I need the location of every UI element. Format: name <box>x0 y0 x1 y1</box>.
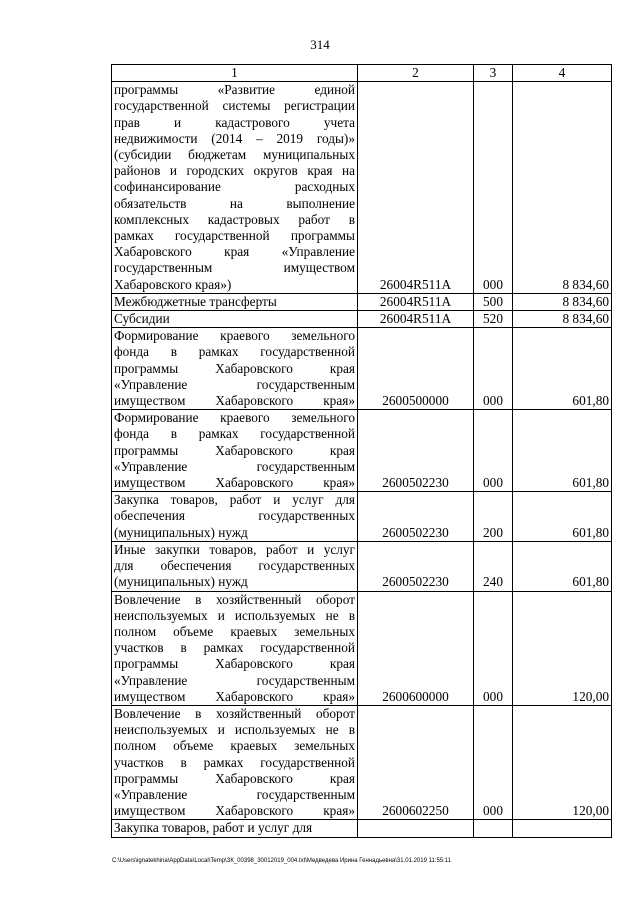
row-name-line: обеспечения государственных <box>114 508 355 524</box>
row-sum-cell: 601,80 <box>513 541 612 591</box>
row-name-line: районов и городских округов края на <box>114 163 355 179</box>
row-name-line: софинансирование расходных <box>114 179 355 195</box>
row-sum-cell: 120,00 <box>513 705 612 819</box>
row-name-line: для обеспечения государственных <box>114 558 355 574</box>
row-vr-cell: 000 <box>474 328 513 410</box>
table-row <box>112 820 612 837</box>
row-name-line: Хабаровского края») <box>114 276 232 292</box>
row-name-line: «Управление государственным <box>114 786 355 802</box>
row-name-line: Хабаровского края «Управление <box>114 244 355 260</box>
table-row <box>112 328 612 410</box>
row-name-cell <box>112 820 358 837</box>
page-number: 314 <box>310 37 330 52</box>
table-row <box>112 492 612 542</box>
row-name-cell <box>112 541 358 591</box>
header-col-4: 4 <box>513 65 612 82</box>
row-name-line: программы «Развитие единой <box>114 82 355 98</box>
row-name-line: Субсидии <box>114 311 170 327</box>
header-col-1: 1 <box>112 65 358 82</box>
row-name-line: фонда в рамках государственной <box>114 426 355 442</box>
row-name-line: недвижимости (2014 – 2019 годы)» <box>114 130 355 146</box>
row-code-cell: 26004R511A <box>358 311 474 328</box>
row-sum-cell: 120,00 <box>513 591 612 705</box>
row-name-line: (субсидии бюджетам муниципальных <box>114 147 355 163</box>
row-name-line: имуществом Хабаровского края» <box>114 688 355 704</box>
row-code-cell: 2600502230 <box>358 541 474 591</box>
table-row <box>112 541 612 591</box>
table-row <box>112 410 612 492</box>
row-vr-cell: 240 <box>474 541 513 591</box>
row-vr-cell: 000 <box>474 410 513 492</box>
row-name-line: полном объеме краевых земельных <box>114 738 355 754</box>
table-row <box>112 591 612 705</box>
row-name-line: программы Хабаровского края <box>114 442 355 458</box>
budget-table <box>111 64 612 838</box>
row-name-line: комплексных кадастровых работ в <box>114 211 355 227</box>
row-name-cell <box>112 705 358 819</box>
header-col-2: 2 <box>358 65 474 82</box>
row-code-cell: 2600502230 <box>358 492 474 542</box>
row-name-line: имуществом Хабаровского края» <box>114 475 355 491</box>
row-sum-cell: 8 834,60 <box>513 293 612 310</box>
table-row <box>112 82 612 294</box>
row-name-line: участков в рамках государственной <box>114 754 355 770</box>
table-header-row <box>112 65 612 82</box>
header-col-3: 3 <box>474 65 513 82</box>
row-sum-cell <box>513 820 612 837</box>
row-code-cell <box>358 820 474 837</box>
row-name-line: Формирование краевого земельного <box>114 328 355 344</box>
row-sum-cell: 601,80 <box>513 328 612 410</box>
row-name-line: прав и кадастрового учета <box>114 114 355 130</box>
row-name-line: неиспользуемых и используемых не в <box>114 722 355 738</box>
row-name-line: Межбюджетные трансферты <box>114 293 277 309</box>
row-name-cell <box>112 82 358 294</box>
row-name-line: имуществом Хабаровского края» <box>114 803 355 819</box>
row-sum-cell: 601,80 <box>513 410 612 492</box>
row-name-line: обязательств на выполнение <box>114 195 355 211</box>
row-code-cell: 2600500000 <box>358 328 474 410</box>
row-name-line: (муниципальных) нужд <box>114 574 248 590</box>
row-name-line: Закупка товаров, работ и услуг для <box>114 492 355 508</box>
row-name-line: имуществом Хабаровского края» <box>114 393 355 409</box>
row-name-line: программы Хабаровского края <box>114 770 355 786</box>
row-code-cell: 2600502230 <box>358 410 474 492</box>
row-name-line: Закупка товаров, работ и услуг для <box>114 820 313 836</box>
row-name-cell <box>112 293 358 310</box>
row-vr-cell: 000 <box>474 591 513 705</box>
row-name-line: программы Хабаровского края <box>114 360 355 376</box>
row-name-cell <box>112 591 358 705</box>
row-name-line: Иные закупки товаров, работ и услуг <box>114 541 355 557</box>
table-row <box>112 311 612 328</box>
row-sum-cell: 8 834,60 <box>513 311 612 328</box>
row-vr-cell: 000 <box>474 82 513 294</box>
footer-file-path: C:\Users\ignatekhina\AppData\Local\Temp\ЗК_00398_30012019_004.txt\Медведева Ирина Геннадьевна\31.01.2019 11:55:11 <box>112 858 452 864</box>
row-name-cell <box>112 328 358 410</box>
row-name-line: государственной системы регистрации <box>114 98 355 114</box>
row-sum-cell: 8 834,60 <box>513 82 612 294</box>
row-name-cell <box>112 311 358 328</box>
row-name-line: полном объеме краевых земельных <box>114 623 355 639</box>
row-name-line: Формирование краевого земельного <box>114 410 355 426</box>
row-name-line: программы Хабаровского края <box>114 656 355 672</box>
row-name-cell <box>112 492 358 542</box>
row-name-line: «Управление государственным <box>114 376 355 392</box>
row-vr-cell: 520 <box>474 311 513 328</box>
row-name-line: рамках государственной программы <box>114 228 355 244</box>
row-name-line: государственным имуществом <box>114 260 355 276</box>
row-name-line: Вовлечение в хозяйственный оборот <box>114 705 355 721</box>
row-code-cell: 26004R511A <box>358 82 474 294</box>
row-vr-cell: 200 <box>474 492 513 542</box>
row-name-line: участков в рамках государственной <box>114 640 355 656</box>
table-row <box>112 293 612 310</box>
table-row <box>112 705 612 819</box>
row-code-cell: 26004R511A <box>358 293 474 310</box>
row-name-line: фонда в рамках государственной <box>114 344 355 360</box>
row-sum-cell: 601,80 <box>513 492 612 542</box>
row-vr-cell: 000 <box>474 705 513 819</box>
row-code-cell: 2600600000 <box>358 591 474 705</box>
row-name-line: (муниципальных) нужд <box>114 524 248 540</box>
row-vr-cell <box>474 820 513 837</box>
row-name-line: «Управление государственным <box>114 672 355 688</box>
row-name-line: неиспользуемых и используемых не в <box>114 607 355 623</box>
row-code-cell: 2600602250 <box>358 705 474 819</box>
row-name-cell <box>112 410 358 492</box>
table-body <box>112 82 612 837</box>
row-name-line: Вовлечение в хозяйственный оборот <box>114 591 355 607</box>
row-vr-cell: 500 <box>474 293 513 310</box>
row-name-line: «Управление государственным <box>114 458 355 474</box>
